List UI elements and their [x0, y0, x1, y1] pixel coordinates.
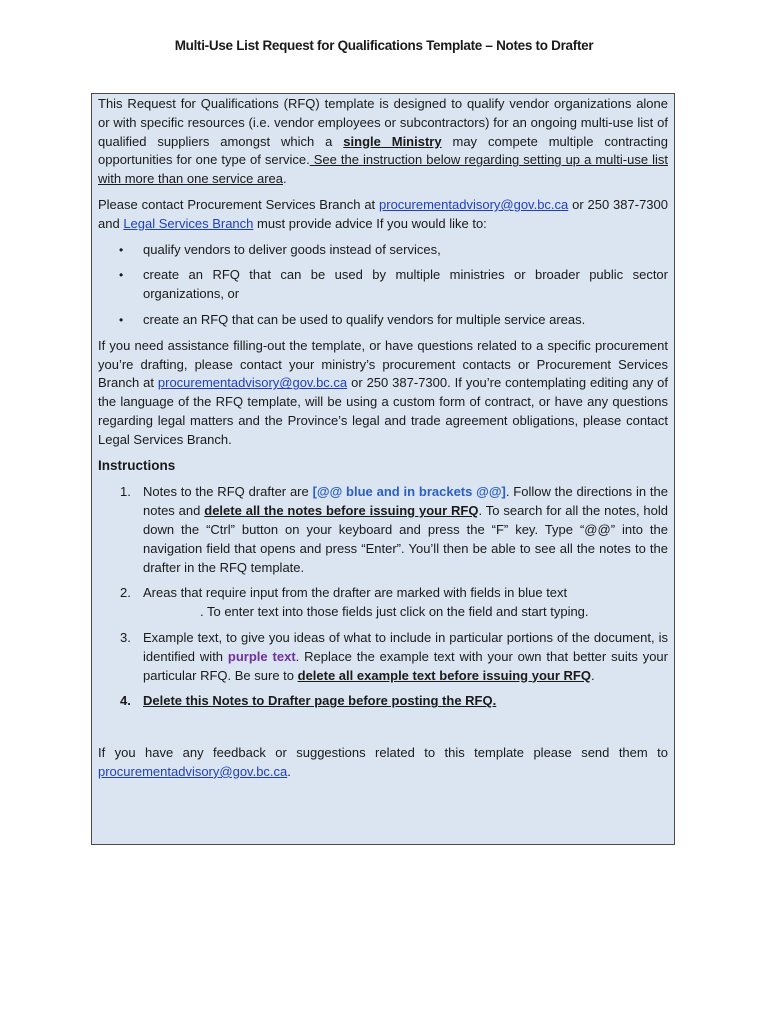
delete-page-emphasis: Delete this Notes to Drafter page before posting the RFQ. — [143, 693, 497, 709]
instruction-step-4 — [98, 692, 668, 711]
bullet-icon: • — [119, 242, 124, 257]
step-number: 2. — [120, 585, 131, 601]
list-item: • create an RFQ that can be used to qualify vendors for multiple service areas. — [98, 311, 668, 330]
delete-example-emphasis: delete all example text before issuing your RFQ — [297, 667, 591, 683]
instructions-list — [98, 483, 668, 711]
page-title: Multi-Use List Request for Qualifications Template – Notes to Drafter — [174, 38, 594, 53]
procurement-email-link[interactable]: procurementadvisory@gov.bc.ca — [157, 375, 348, 391]
single-ministry-emphasis: single Ministry — [343, 133, 442, 149]
instruction-step-2: 2. Areas that require input from the drafter are marked with fields in blue text . To enter text into those fields just click on the field and start typing. — [120, 585, 589, 620]
assistance-paragraph: If you need assistance filling-out the template, or have questions related to a specific procurement you’re drafting, please contact your ministry’s procurement contacts or Procurement Services Branch at procurementadvisory@gov.bc.ca or 250 387-7300. If you’re contemplating editing any of the language of the RFQ template, will be using a custom form of contract, or have any questions regarding legal matters and the Province’s legal and trade agreement obligations, please contact Legal Services Branch. — [98, 337, 668, 447]
intro-paragraph: This Request for Qualifications (RFQ) template is designed to qualify vendor organizations alone or with specific resources (i.e. vendor employees or subcontractors) for an ongoing multi-use list of qualified suppliers amongst which a single Ministry may compete multiple contracting opportunities for one type of service. See the instruction below regarding setting up a multi-use list with more than one service area. — [98, 96, 668, 187]
bullet-icon: • — [119, 312, 124, 327]
contact-paragraph: Please contact Procurement Services Branch at procurementadvisory@gov.bc.ca or 250 387-7300 and Legal Services Branch must provide advice If you would like to: — [98, 196, 668, 231]
instruction-step-1: 1. Notes to the RFQ drafter are [@@ blue and in brackets @@]. Follow the directions in the notes and delete all the notes before issuing your RFQ. To search for all the notes, hold down the “Ctrl” button on your keyboard and press the “F” key. Type “@@” into the navigation field that opens and press “Enter”. You’ll then be able to see all the notes to the drafter in the RFQ template. — [120, 484, 669, 575]
bullet-icon: • — [119, 268, 124, 283]
list-item: • qualify vendors to deliver goods instead of services, — [98, 241, 668, 260]
delete-notes-emphasis: delete all the notes before issuing your RFQ — [204, 503, 479, 519]
see-instruction-note: See the instruction below regarding setting up a multi-use list with more than one service area — [98, 152, 668, 187]
notes-to-drafter-box — [91, 93, 675, 845]
purple-text-example: purple text — [227, 648, 296, 664]
step-number: 3. — [120, 629, 131, 645]
instruction-step-3: 3. Example text, to give you ideas of what to include in particular portions of the document, is identified with purple text. Replace the example text with your own that better suits your particular RFQ. Be sure to delete all example text before issuing your RFQ. — [120, 629, 668, 683]
step-number: 4. — [120, 693, 131, 709]
advice-bullet-list — [98, 241, 668, 330]
list-item: • create an RFQ that can be used by multiple ministries or broader public sector organizations, or — [119, 267, 668, 302]
step-number: 1. — [120, 484, 131, 500]
feedback-email-link[interactable]: procurementadvisory@gov.bc.ca — [98, 763, 288, 779]
feedback-paragraph: If you have any feedback or suggestions related to this template please send them to procurementadvisory@gov.bc.ca. — [98, 745, 668, 779]
procurement-email-link[interactable]: procurementadvisory@gov.bc.ca — [379, 196, 569, 212]
blue-note-example: [@@ blue and in brackets @@] — [312, 484, 506, 500]
legal-services-branch-link[interactable]: Legal Services Branch — [123, 215, 254, 231]
instructions-heading: Instructions — [98, 457, 176, 473]
